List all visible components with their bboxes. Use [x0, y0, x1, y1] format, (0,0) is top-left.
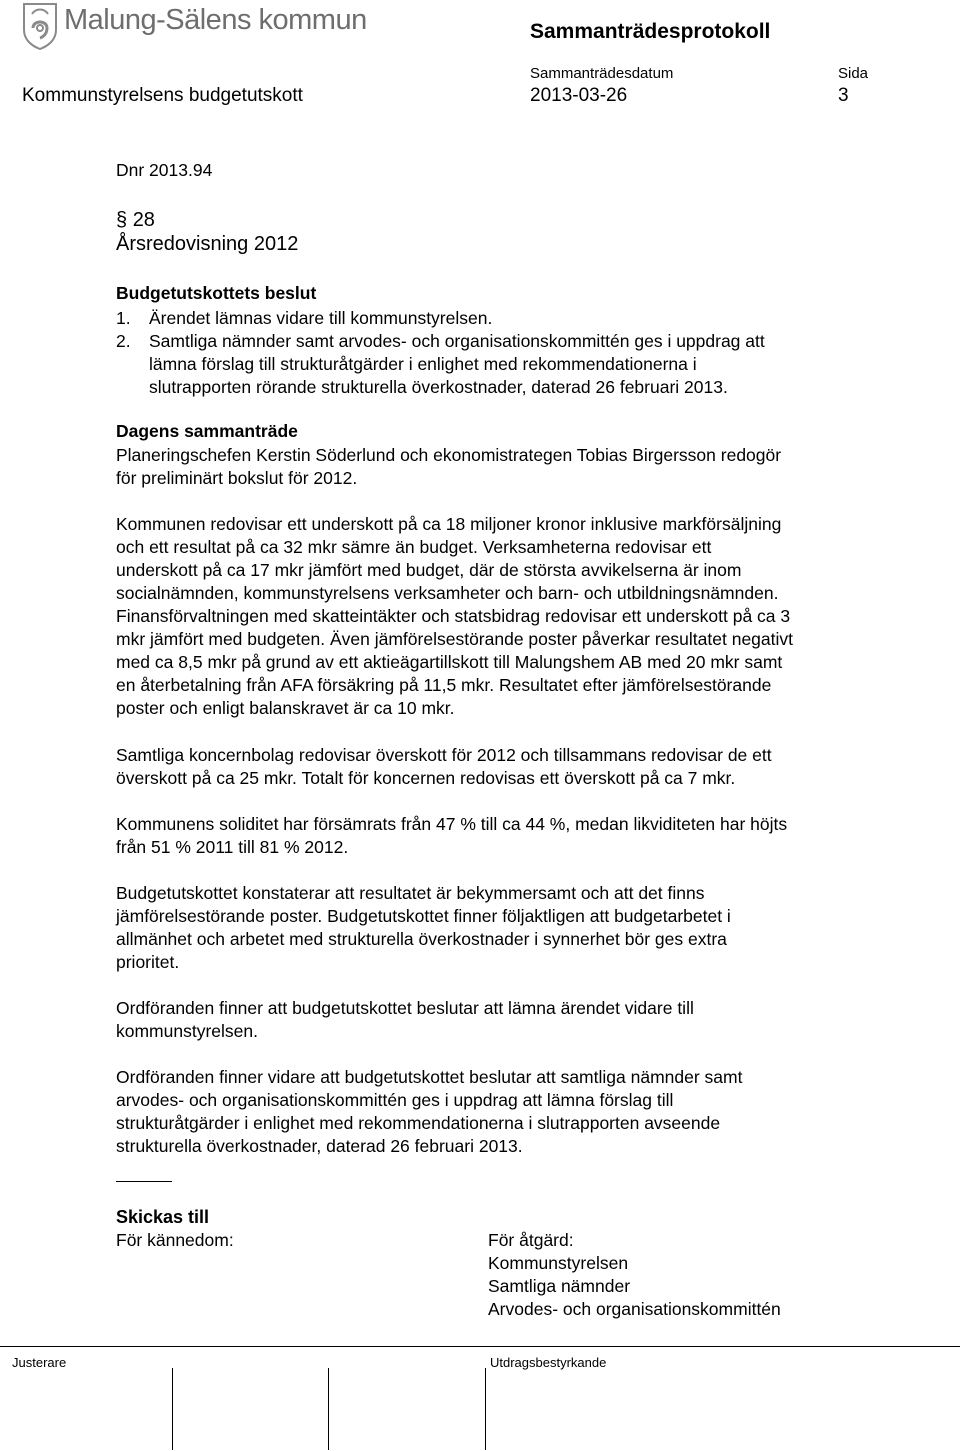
- meeting-paragraph-line: överskott på ca 25 mkr. Totalt för koncernen redovisas ett överskott på ca 7 mkr.: [116, 768, 736, 788]
- meeting-paragraph-line: underskott på ca 17 mkr jämfört med budget, där de största avvikelserna är inom: [116, 560, 742, 580]
- decision-item-line: Samtliga nämnder samt arvodes- och organisationskommittén ges i uppdrag att: [149, 331, 765, 351]
- meeting-paragraph-line: Finansförvaltningen med skatteintäkter och statsbidrag redovisar ett underskott på ca 3: [116, 606, 791, 626]
- meeting-paragraph-line: mkr jämfört med budgeten. Även jämförelsestörande poster påverkar resultatet negativt: [116, 629, 794, 649]
- meeting-paragraph-line: allmänhet och arbetet med strukturella överkostnader i synnerhet bör ges extra: [116, 929, 727, 949]
- decision-item-line: Ärendet lämnas vidare till kommunstyrelsen.: [149, 308, 493, 328]
- meeting-paragraph-line: en återbetalning från AFA försäkring på 11,5 mkr. Resultatet efter jämförelsestörande: [116, 675, 772, 695]
- meeting-paragraph-line: Ordföranden finner vidare att budgetutskottet beslutar att samtliga nämnder samt: [116, 1067, 743, 1087]
- committee-name: Kommunstyrelsens budgetutskott: [22, 85, 303, 106]
- meeting-paragraph-line: strukturella överkostnader, daterad 26 februari 2013.: [116, 1136, 523, 1156]
- meeting-paragraph-line: socialnämnden, kommunstyrelsens verksamheter och barn- och utbildningsnämnden.: [116, 583, 779, 603]
- info-label: För kännedom:: [116, 1230, 234, 1250]
- meeting-paragraph-line: strukturåtgärder i enlighet med rekommendationerna i slutrapporten avseende: [116, 1113, 721, 1133]
- action-recipient: Arvodes- och organisationskommittén: [488, 1299, 781, 1319]
- meeting-paragraph-line: poster och enligt balanskravet är ca 10 mkr.: [116, 698, 455, 718]
- meeting-paragraph-line: Budgetutskottet konstaterar att resultatet är bekymmersamt och att det finns: [116, 883, 705, 903]
- decision-item-line: slutrapporten rörande strukturella överkostnader, daterad 26 februari 2013.: [149, 377, 728, 397]
- signature-box-line: [328, 1368, 329, 1450]
- meeting-date: 2013-03-26: [530, 85, 628, 106]
- org-name: Malung-Sälens kommun: [64, 4, 367, 36]
- action-recipient: Kommunstyrelsen: [488, 1253, 629, 1273]
- meeting-paragraph-line: Planeringschefen Kerstin Söderlund och ekonomistrategen Tobias Birgersson redogör: [116, 445, 782, 465]
- coat-of-arms-icon: [22, 2, 58, 50]
- municipality-logo: [22, 2, 58, 50]
- decision-item-line: lämna förslag till strukturåtgärder i enlighet med rekommendationerna i: [149, 354, 697, 374]
- action-recipient: Samtliga nämnder: [488, 1276, 631, 1296]
- date-label: Sammanträdesdatum: [530, 65, 674, 82]
- meeting-paragraph-line: Samtliga koncernbolag redovisar överskott för 2012 och tillsammans redovisar de ett: [116, 745, 772, 765]
- meeting-paragraph-line: och ett resultat på ca 32 mkr sämre än budget. Verksamheterna redovisar ett: [116, 537, 712, 557]
- page-number: 3: [838, 85, 849, 106]
- meeting-paragraph-line: jämförelsestörande poster. Budgetutskottet finner följaktligen att budgetarbetet i: [116, 906, 731, 926]
- footer-signer-label: Justerare: [12, 1355, 67, 1370]
- footer-certification-label: Utdragsbestyrkande: [490, 1355, 607, 1370]
- meeting-heading: Dagens sammanträde: [116, 421, 298, 441]
- meeting-paragraph-line: arvodes- och organisationskommittén ges i uppdrag att lämna förslag till: [116, 1090, 674, 1110]
- decision-item-number: 1.: [116, 308, 131, 328]
- paragraph-number-value: 28: [132, 209, 155, 231]
- signature-box-line: [172, 1368, 173, 1450]
- meeting-paragraph-line: prioritet.: [116, 952, 180, 972]
- decision-heading: Budgetutskottets beslut: [116, 283, 317, 303]
- page-label: Sida: [838, 65, 869, 82]
- meeting-paragraph-line: kommunstyrelsen.: [116, 1021, 258, 1041]
- meeting-paragraph-line: Kommunen redovisar ett underskott på ca 18 miljoner kronor inklusive markförsäljning: [116, 514, 782, 534]
- footer-rule: [0, 1346, 960, 1347]
- meeting-paragraph-line: från 51 % 2011 till 81 % 2012.: [116, 837, 349, 857]
- signature-box-line: [485, 1368, 486, 1450]
- meeting-paragraph-line: med ca 8,5 mkr på grund av ett aktieägartillskott till Malungshem AB med 20 mkr samt: [116, 652, 783, 672]
- case-number: Dnr 2013.94: [116, 160, 213, 180]
- decision-item-number: 2.: [116, 331, 131, 351]
- meeting-paragraph-line: Ordföranden finner att budgetutskottet beslutar att lämna ärendet vidare till: [116, 998, 694, 1018]
- document-type: Sammanträdesprotokoll: [530, 20, 771, 43]
- action-label: För åtgärd:: [488, 1230, 574, 1250]
- section-title: Årsredovisning 2012: [116, 233, 299, 255]
- meeting-paragraph-line: för preliminärt bokslut för 2012.: [116, 468, 358, 488]
- paragraph-symbol: §: [116, 209, 128, 231]
- distribution-heading: Skickas till: [116, 1207, 210, 1227]
- meeting-paragraph-line: Kommunens soliditet har försämrats från 47 % till ca 44 %, medan likviditeten har höjts: [116, 814, 788, 834]
- separator-line: [116, 1181, 172, 1182]
